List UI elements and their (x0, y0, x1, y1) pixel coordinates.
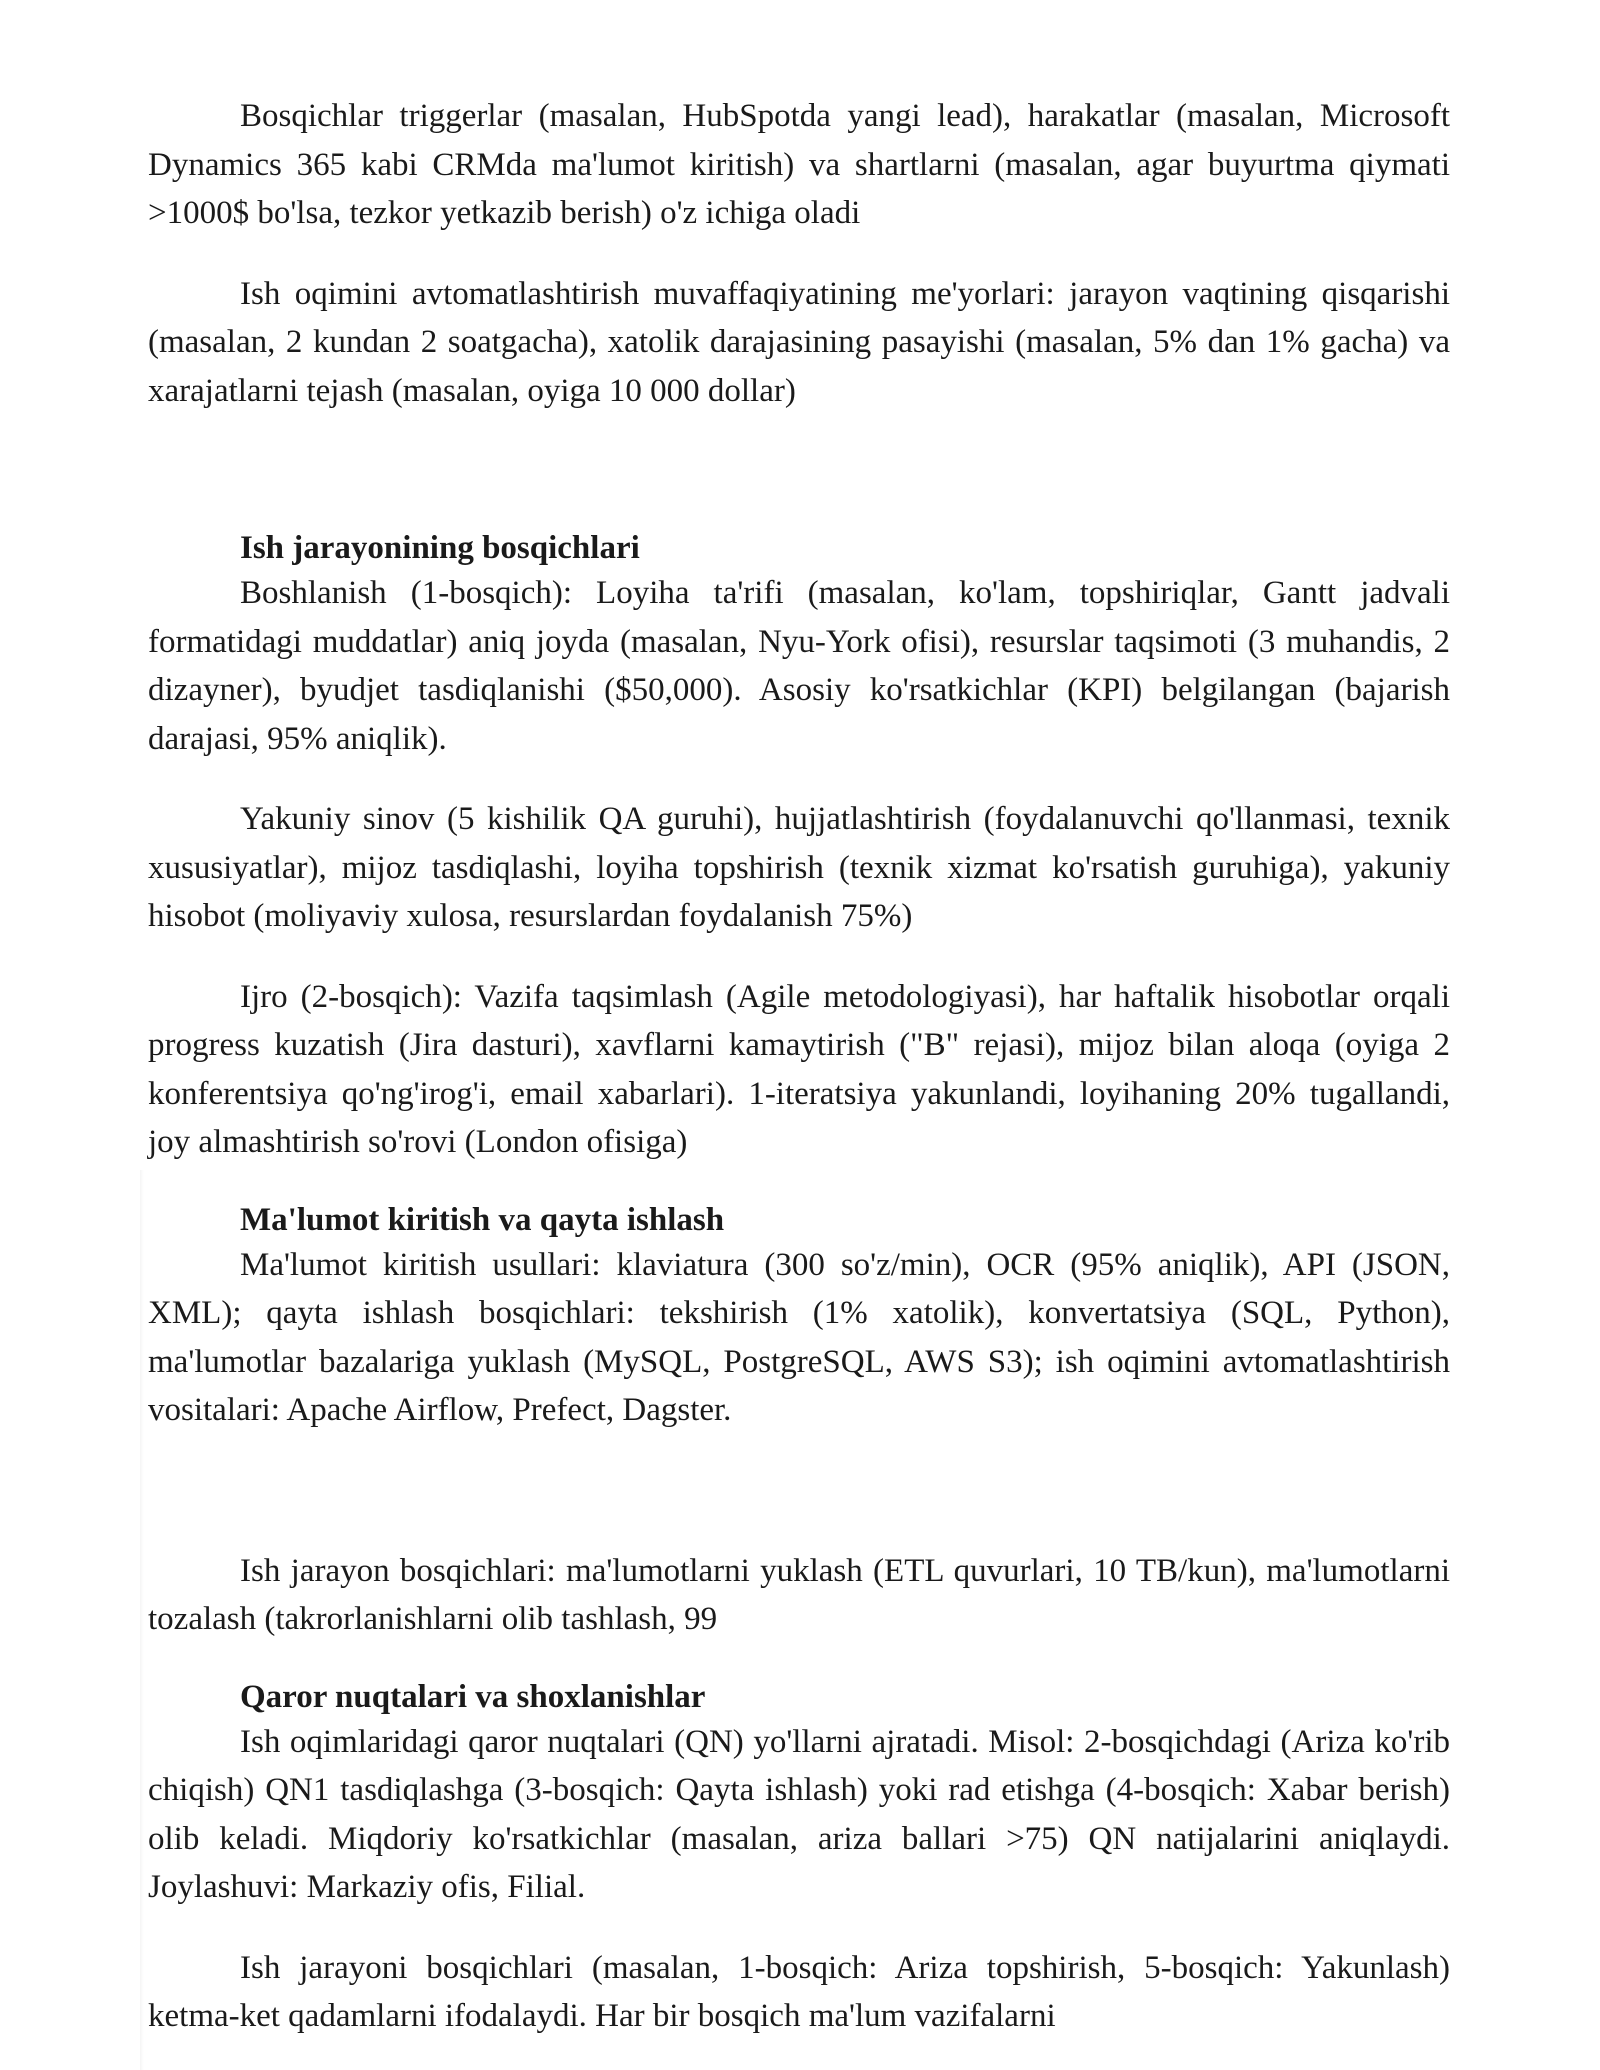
paragraph-decision-points: Ish oqimlaridagi qaror nuqtalari (QN) yo'llarni ajratadi. Misol: 2-bosqichdagi (Ariza ko'rib chiqish) QN1 tasdiqlashga (3-bosqich: Qayta ishlash) yoki rad etishga (4-bosqich: Xabar berish) olib keladi. Miqdoriy ko'rsatkichlar (masalan, ariza ballari >75) QN natijalarini aniqlaydi. Joylashuvi: Markaziy ofis, Filial. (148, 1723, 1450, 1905)
paragraph-pipeline-stages: Ish jarayon bosqichlari: ma'lumotlarni yuklash (ETL quvurlari, 10 TB/kun), ma'lumotlarni tozalash (takrorlanishlarni olib tashlash, 99 (148, 1552, 1450, 1637)
paragraph-data-input-methods: Ma'lumot kiritish usullari: klaviatura (300 so'z/min), OCR (95% aniqlik), API (JSON, XML); qayta ishlash bosqichlari: tekshirish (1% xatolik), konvertatsiya (SQL, Python), ma'lumotlar bazalariga yuklash (MySQL, PostgreSQL, AWS S3); ish oqimini avtomatlashtirish vositalari: Apache Airflow, Prefect, Dagster. (148, 1246, 1450, 1428)
paragraph-final-testing: Yakuniy sinov (5 kishilik QA guruhi), hujjatlashtirish (foydalanuvchi qo'llanmasi, texnik xususiyatlar), mijoz tasdiqlashi, loyiha topshirish (texnik xizmat ko'rsatish guruhiga), yakuniy hisobot (moliyaviy xulosa, resurslardan foydalanish 75%) (148, 801, 1450, 934)
paragraph-execution: Ijro (2-bosqich): Vazifa taqsimlash (Agile metodologiyasi), har haftalik hisobotlar orqali progress kuzatish (Jira dasturi), xavflarni kamaytirish ("B" rejasi), mijoz bilan aloqa (oyiga 2 konferentsiya qo'ng'irog'i, email xabarlari). 1-iteratsiya yakunlandi, loyihaning 20% tugallandi, joy almashtirish so'rovi (London ofisiga) (148, 978, 1450, 1160)
paragraph-initiation: Boshlanish (1-bosqich): Loyiha ta'rifi (masalan, ko'lam, topshiriqlar, Gantt jadvali formatidagi muddatlar) aniq joyda (masalan, Nyu-York ofisi), resurslar taqsimoti (3 muhandis, 2 dizayner), byudjet tasdiqlanishi ($50,000). Asosiy ko'rsatkichlar (KPI) belgilangan (bajarish darajasi, 95% aniqlik). (148, 575, 1450, 757)
paragraph-stages-triggers: Bosqichlar triggerlar (masalan, HubSpotda yangi lead), harakatlar (masalan, Microsoft Dynamics 365 kabi CRMda ma'lumot kiritish) va shartlarni (masalan, agar buyurtma qiymati >1000$ bo'lsa, tezkor yetkazib berish) o'z ichiga oladi (148, 98, 1450, 231)
paragraph-process-steps: Ish jarayoni bosqichlari (masalan, 1-bosqich: Ariza topshirish, 5-bosqich: Yakunlash) ketma-ket qadamlarni ifodalaydi. Har bir bosqich ma'lum vazifalarni (148, 1949, 1450, 2034)
paragraph-automation-criteria: Ish oqimini avtomatlashtirish muvaffaqiyatining me'yorlari: jarayon vaqtining qisqarishi (masalan, 2 kundan 2 soatgacha), xatolik darajasining pasayishi (masalan, 5% dan 1% gacha) va xarajatlarni tejash (masalan, oyiga 10 000 dollar) (148, 275, 1450, 409)
heading-work-process-stages: Ish jarayonining bosqichlari (240, 530, 640, 566)
heading-data-input: Ma'lumot kiritish va qayta ishlash (240, 1201, 725, 1238)
heading-decision-points: Qaror nuqtalari va shoxlanishlar (240, 1678, 706, 1715)
page-edge-shadow (140, 1170, 144, 2070)
